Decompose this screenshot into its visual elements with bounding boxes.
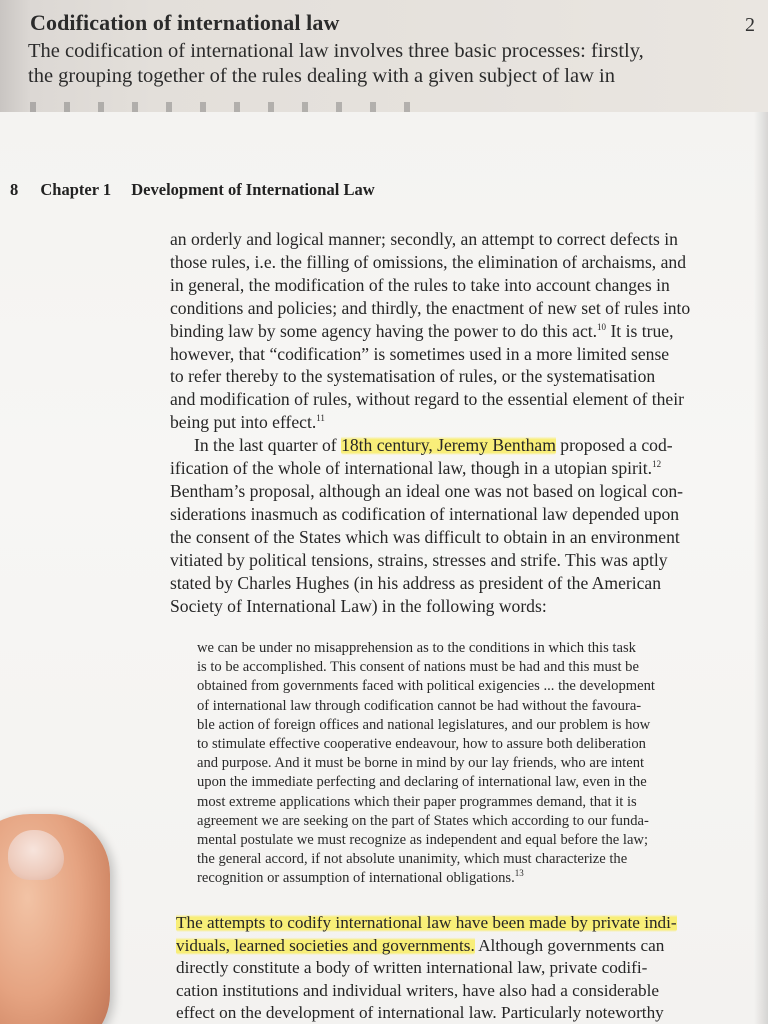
text-line xyxy=(176,935,768,958)
text-line xyxy=(170,320,768,343)
chapter-label: Chapter 1 xyxy=(40,180,112,199)
previous-page-heading: Codification of international law xyxy=(30,10,340,35)
highlighted-text: 18th century, Jeremy Bentham xyxy=(341,435,556,456)
text-line: vitiated by political tensions, strains, stresses and strife. This was aptly xyxy=(170,549,668,570)
text-line: to refer thereby to the systematisation of rules, or the systematisation xyxy=(170,366,656,387)
footnote-ref: 11 xyxy=(316,413,325,424)
quote-line: the general accord, if not absolute unanimity, which must characterize the xyxy=(197,851,628,868)
chapter-title: Development of International Law xyxy=(131,180,375,199)
block-quote xyxy=(197,639,767,889)
previous-page-number: 2 xyxy=(745,14,755,36)
text-line xyxy=(170,434,768,457)
text-line xyxy=(170,411,768,434)
text-line: siderations inasmuch as codification of international law depended upon xyxy=(170,503,680,524)
thumbnail-nail xyxy=(8,830,64,880)
paragraph-3 xyxy=(176,912,768,1024)
previous-page-line: The codification of international law involves three basic processes: firstly, xyxy=(28,40,644,62)
text-line: directly constitute a body of written international law, private codifi- xyxy=(176,958,648,977)
text-run: In the last quarter of xyxy=(194,435,342,456)
text-line: Bentham’s proposal, although an ideal one was not based on logical con- xyxy=(170,480,684,501)
quote-line: we can be under no misapprehension as to the conditions in which this task xyxy=(197,640,636,656)
text-line xyxy=(176,912,768,935)
footnote-ref: 12 xyxy=(652,459,662,470)
book-page xyxy=(0,112,768,1024)
text-line: stated by Charles Hughes (in his address as president of the American xyxy=(170,572,662,593)
text-line: an orderly and logical manner; secondly, an attempt to correct defects in xyxy=(170,229,678,249)
text-line: in general, the modification of the rules to take into account changes in xyxy=(170,274,670,295)
quote-line: ble action of foreign offices and national legislatures, and our problem is how xyxy=(197,716,651,733)
highlighted-text: viduals, learned societies and governments. xyxy=(176,935,475,955)
quote-line: mental postulate we must recognize as independent and equal before the law; xyxy=(197,832,649,849)
quote-line: is to be accomplished. This consent of nations must be had and this must be xyxy=(197,659,639,676)
page-number: 8 xyxy=(10,180,19,199)
footnote-ref: 10 xyxy=(597,321,607,332)
quote-line: obtained from governments faced with political exigencies ... the development xyxy=(197,678,655,695)
text-line: Society of International Law) in the following words: xyxy=(170,595,547,616)
quote-line: of international law through codification cannot be had without the favoura- xyxy=(197,697,642,714)
paragraph-1 xyxy=(170,228,768,617)
quote-line: agreement we are seeking on the part of States which according to our funda- xyxy=(197,812,649,829)
text-line: the consent of the States which was difficult to obtain in an environment xyxy=(170,526,680,547)
text-line: effect on the development of international law. Particularly noteworthy xyxy=(176,1003,664,1022)
quote-line: most extreme applications which their paper programmes demand, that it is xyxy=(197,793,637,810)
cut-off-text-fragment xyxy=(30,102,430,112)
text-run: proposed a cod- xyxy=(555,435,673,456)
footnote-ref: 13 xyxy=(514,868,524,879)
text-run: ification of the whole of international law, though in a utopian spirit. xyxy=(170,458,653,479)
text-line: those rules, i.e. the filling of omissions, the elimination of archaisms, and xyxy=(170,251,686,272)
previous-page-strip xyxy=(0,0,768,112)
text-line: and modification of rules, without regard to the essential element of their xyxy=(170,389,684,410)
text-line: cation institutions and individual writers, have also had a considerable xyxy=(176,980,660,1000)
text-run: binding law by some agency having the power to do this act. xyxy=(170,320,598,341)
text-run: Although governments can xyxy=(474,935,665,955)
running-head xyxy=(10,180,375,200)
highlighted-text: The attempts to codify international law have been made by private indi- xyxy=(176,913,677,932)
text-run: recognition or assumption of international obligations. xyxy=(197,870,515,887)
text-line xyxy=(170,457,768,480)
previous-page-line: the grouping together of the rules dealing with a given subject of law in xyxy=(28,65,615,87)
text-line: conditions and policies; and thirdly, the enactment of new set of rules into xyxy=(170,297,691,318)
text-line: however, that “codification” is sometimes used in a more limited sense xyxy=(170,343,670,364)
text-run: It is true, xyxy=(606,320,674,341)
quote-line xyxy=(197,869,767,888)
quote-line: and purpose. And it must be borne in mind by our lay friends, who are intent xyxy=(197,755,645,772)
quote-line: to stimulate effective cooperative endeavour, how to assure both deliberation xyxy=(197,736,646,753)
quote-line: upon the immediate perfecting and declaring of international law, even in the xyxy=(197,774,647,791)
text-run: being put into effect. xyxy=(170,412,317,433)
